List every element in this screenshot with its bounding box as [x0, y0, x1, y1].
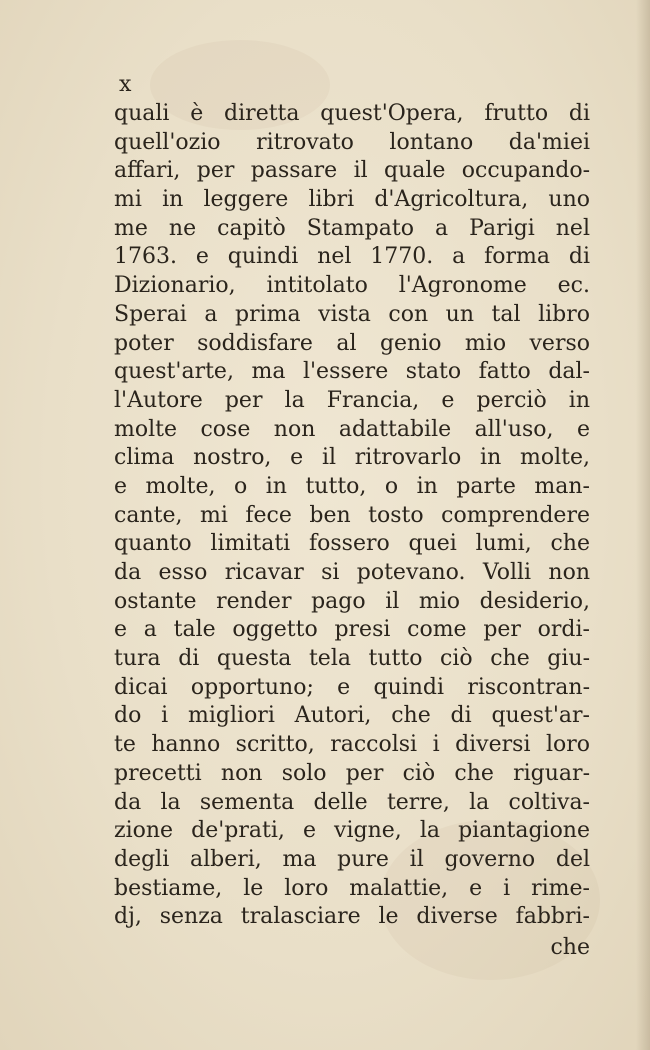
text-line: e molte, o in tutto, o in parte man- [114, 473, 590, 499]
text-line: dj, senza tralasciare le diverse fabbri- [114, 904, 590, 930]
text-line: ostante render pago il mio desiderio, [114, 588, 590, 614]
text-line: cante, mi fece ben tosto comprendere [114, 502, 590, 528]
text-line: quest'arte, ma l'essere stato fatto dal- [114, 359, 590, 385]
text-line: 1763. e quindi nel 1770. a forma di [114, 244, 590, 270]
text-line: da esso ricavar si potevano. Volli non [114, 560, 590, 585]
text-line: Sperai a prima vista con un tal libro [114, 301, 590, 327]
text-line: quell'ozio ritrovato lontano da'miei [114, 129, 590, 155]
body-text [114, 100, 590, 932]
text-line: me ne capitò Stampato a Parigi nel [114, 215, 590, 241]
text-line: tura di questa tela tutto ciò che giu- [114, 646, 590, 672]
text-line: dicai opportuno; e quindi riscontran- [114, 674, 590, 700]
text-line: quali è diretta quest'Opera, frutto di [114, 101, 590, 126]
text-line: e a tale oggetto presi come per ordi- [114, 617, 590, 643]
text-line: zione de'prati, e vigne, la piantagione [114, 818, 590, 844]
page-edge-shadow [636, 0, 650, 1050]
text-line: degli alberi, ma pure il governo del [114, 846, 590, 872]
text-line: molte cose non adattabile all'uso, e [114, 416, 590, 442]
text-line: Dizionario, intitolato l'Agronome ec. [114, 273, 590, 299]
text-line: precetti non solo per ciò che riguar- [114, 760, 590, 786]
text-line: poter soddisfare al genio mio verso [114, 330, 590, 356]
text-line: l'Autore per la Francia, e perciò in [114, 387, 590, 413]
text-line: bestiame, le loro malattie, e i rime- [114, 875, 590, 901]
text-line: da la sementa delle terre, la coltiva- [114, 789, 590, 815]
text-line: quanto limitati fossero quei lumi, che [114, 531, 590, 557]
text-line: affari, per passare il quale occupando- [114, 158, 590, 184]
text-line: te hanno scritto, raccolsi i diversi loro [114, 732, 590, 758]
catchword: che [550, 935, 590, 960]
text-line: do i migliori Autori, che di quest'ar- [114, 703, 590, 729]
text-line: clima nostro, e il ritrovarlo in molte, [114, 445, 590, 471]
text-line: mi in leggere libri d'Agricoltura, uno [114, 187, 590, 213]
page-number: x [119, 72, 133, 97]
